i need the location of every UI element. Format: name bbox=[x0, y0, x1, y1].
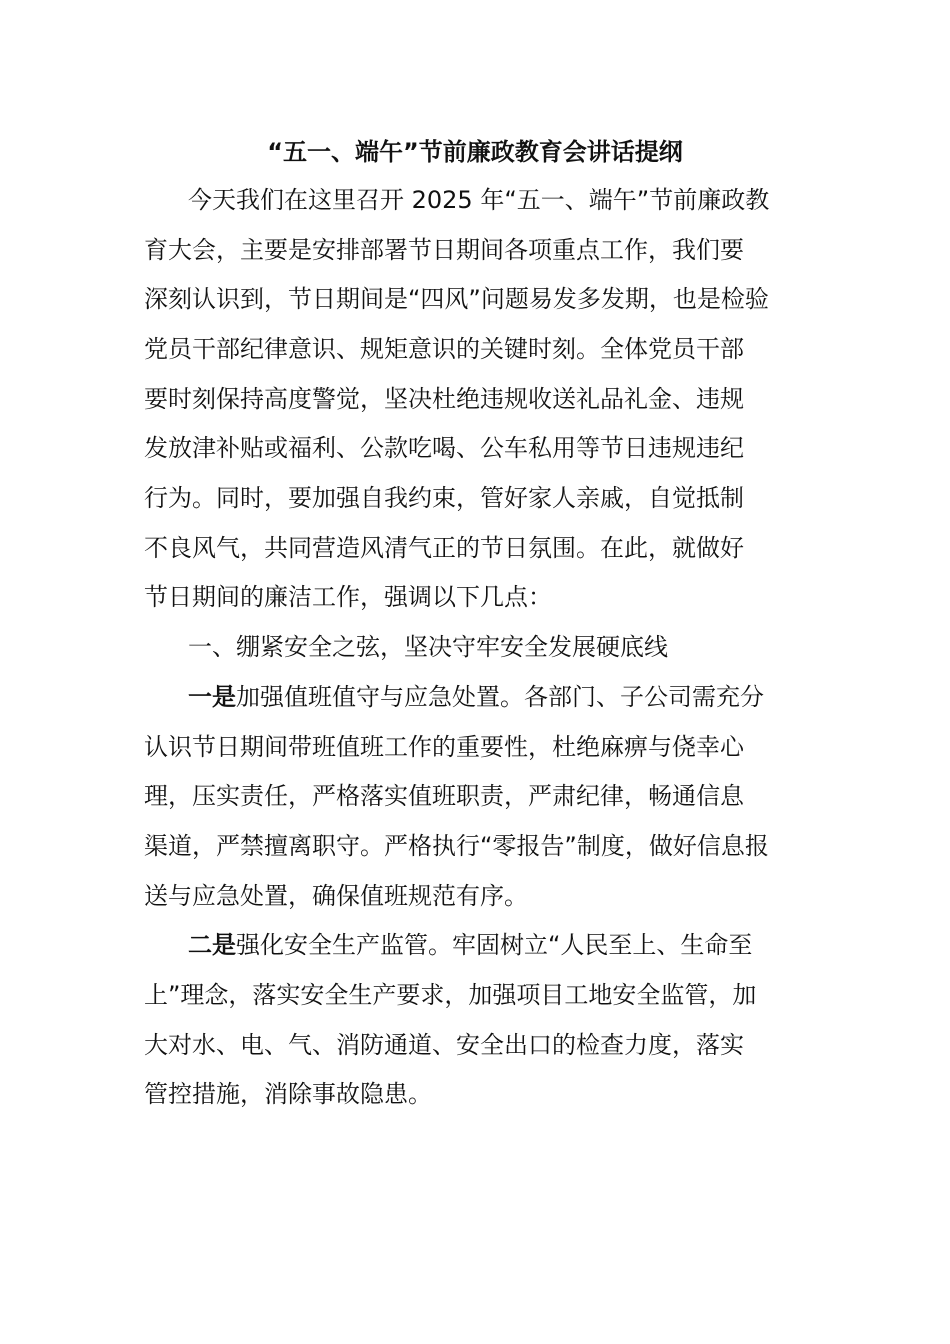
document-title: “五一、端午”节前廉政教育会讲话提纲 bbox=[267, 138, 683, 166]
point-1-line-4: 渠道，严禁擅离职守。严格执行“零报告”制度，做好信息报 bbox=[144, 832, 769, 860]
intro-line-5: 要时刻保持高度警觉，坚决杜绝违规收送礼品礼金、违规 bbox=[144, 385, 744, 413]
section-1-heading: 一、绷紧安全之弦，坚决守牢安全发展硬底线 bbox=[188, 633, 668, 661]
point-1-first-line bbox=[188, 679, 764, 715]
intro-line-4: 党员干部纪律意识、规矩意识的关键时刻。全体党员干部 bbox=[144, 335, 744, 363]
intro-line-8: 不良风气，共同营造风清气正的节日氛围。在此，就做好 bbox=[144, 534, 744, 562]
point-1-line-5: 送与应急处置，确保值班规范有序。 bbox=[144, 882, 528, 910]
point-1-line-2: 认识节日期间带班值班工作的重要性，杜绝麻痹与侥幸心 bbox=[144, 733, 744, 761]
point-2-line-2: 上”理念，落实安全生产要求，加强项目工地安全监管，加 bbox=[144, 981, 757, 1009]
point-1-first-text: 加强值班值守与应急处置。各部门、子公司需充分 bbox=[236, 683, 764, 711]
intro-line-9: 节日期间的廉洁工作，强调以下几点： bbox=[144, 583, 552, 611]
intro-line-6: 发放津补贴或福利、公款吃喝、公车私用等节日违规违纪 bbox=[144, 434, 744, 462]
point-2-line-4: 管控措施，消除事故隐患。 bbox=[144, 1080, 432, 1108]
point-2-lead: 二是 bbox=[188, 931, 236, 959]
point-1-line-3: 理，压实责任，严格落实值班职责，严肃纪律，畅通信息 bbox=[144, 782, 744, 810]
point-2-line-3: 大对水、电、气、消防通道、安全出口的检查力度，落实 bbox=[144, 1031, 744, 1059]
intro-line-2: 育大会，主要是安排部署节日期间各项重点工作，我们要 bbox=[144, 236, 744, 264]
point-2-first-line bbox=[188, 927, 752, 963]
point-1-lead: 一是 bbox=[188, 683, 236, 711]
intro-line-3: 深刻认识到，节日期间是“四风”问题易发多发期，也是检验 bbox=[144, 285, 769, 313]
intro-line-7: 行为。同时，要加强自我约束，管好家人亲戚，自觉抵制 bbox=[144, 484, 744, 512]
intro-line-1: 今天我们在这里召开 2025 年“五一、端午”节前廉政教 bbox=[188, 186, 770, 214]
point-2-first-text: 强化安全生产监管。牢固树立“人民至上、生命至 bbox=[236, 931, 753, 959]
